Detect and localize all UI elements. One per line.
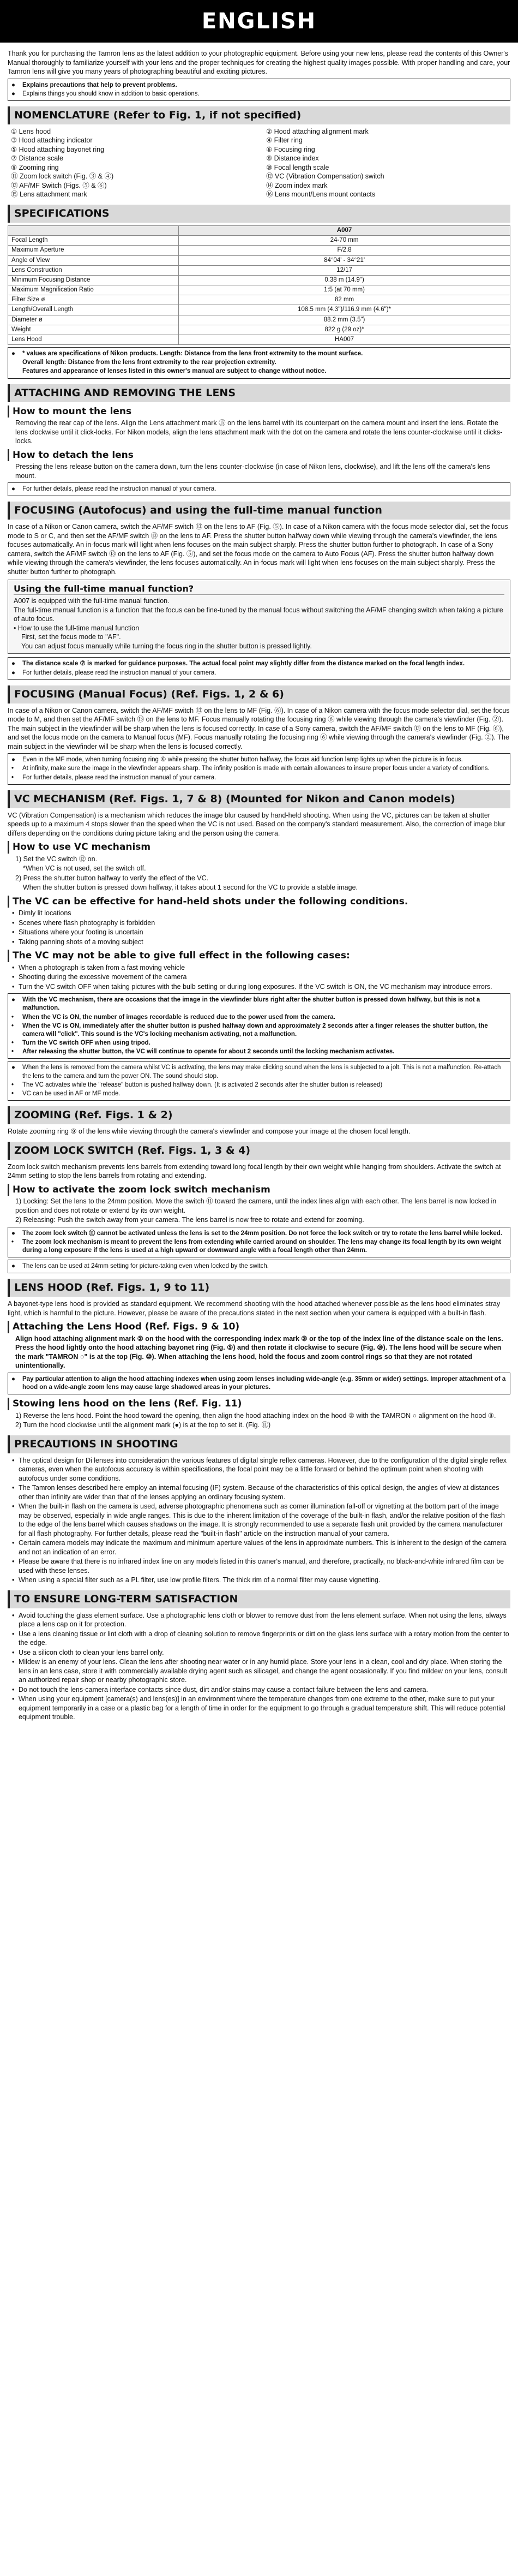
stow-hood-steps: 1) Reverse the lens hood. Point the hood toward the opening, then align the hood attaching index on the hood ② with the TAMRON ○ alignment on the hood ③. 2) Turn the hood clockwise until the alignment mark (●) is at the top to set it. (Fig. ⑪) xyxy=(15,1411,496,1429)
language-title: ENGLISH xyxy=(0,0,518,43)
part-name: ① Lens hood xyxy=(11,127,51,135)
vc-not-effective-title: The VC may not be able to give full effect in the following cases: xyxy=(8,950,510,962)
spec-row: Maximum Magnification Ratio 1:5 (at 70 mm) xyxy=(8,285,510,295)
detach-note: ● For further details, please read the instruction manual of your camera. xyxy=(8,482,510,496)
spec-row: Angle of View 84°04' - 34°21' xyxy=(8,255,510,265)
part-name: ⑦ Distance scale xyxy=(11,154,63,163)
nomenclature-left-column xyxy=(11,127,255,199)
spec-row: Weight 822 g (29 oz)* xyxy=(8,325,510,335)
caution-icon: ● xyxy=(11,1230,15,1237)
section-nomenclature: NOMENCLATURE (Refer to Fig. 1, if not specified) xyxy=(8,106,510,124)
info-icon: ● xyxy=(11,1263,15,1270)
hood-warning: ● Pay particular attention to align the hood attaching indexes when using zoom lenses including wide-angle (e.g. 35mm or wider) settings. Improper attachment of a hood on a wide-angle zoom lens may cause large shadowed areas in your pictures. xyxy=(8,1373,510,1394)
vc-warnings: ● With the VC mechanism, there are occasions that the image in the viewfinder blurs right after the shutter button is pressed down halfway, but this is not a malfunction. • When the VC is ON, the number of images recordable is reduced due to the power used from the camera. • When the VC is ON, immediately after the shutter button is pushed halfway down and approximately 2 seconds after a finger releases the shutter button, the camera will "click". This sound is the VC's locking mechanism activating, not a malfunction. • Turn the VC switch OFF when using tripod. • After releasing the shutter button, the VC will continue to operate for about 2 seconds until the locking mechanism activates. xyxy=(8,993,510,1059)
part-name: ⑧ Distance index xyxy=(266,154,319,163)
section-long-term-care: TO ENSURE LONG-TERM SATISFACTION xyxy=(8,1590,510,1608)
nomenclature-list xyxy=(8,127,510,199)
zoom-lock-text: Zoom lock switch mechanism prevents lens barrels from extending toward long focal length by their own weight while hanging from shoulders. Activate the switch at 24mm setting to stop the lens barrels from rotating and extending. xyxy=(8,1162,501,1180)
attach-hood-text: Align hood attaching alignment mark ② on the hood with the corresponding index mark ③ or the top of the index line of the distance scale on the lens. Press the hood lightly onto the hood attaching bayonet ring (Fig. ⑤) and then rotate it clockwise to secure (Fig. ⑩). The lens hood will be secure when the mark "TAMRON ○" is at the top (Fig. ⑩). When attaching the lens hood, hold the focus and zoom control rings so that they are not rotated unintentionally. xyxy=(15,1334,503,1370)
part-name: ⑪ Zoom lock switch (Fig. ③ & ④) xyxy=(11,172,114,181)
spec-row: Lens Hood HA007 xyxy=(8,335,510,344)
zoom-lock-howto-title: How to activate the zoom lock switch mechanism xyxy=(8,1184,510,1196)
vc-info: ● When the lens is removed from the camera whilst VC is activating, the lens may make clicking sound when the lens is subjected to a jolt. This is not a malfunction. Re-attach the lens to the camera and turn the power ON. The sound should stop. • The VC activates while the "release" button is pushed halfway down. (It is activated 2 seconds after the shutter button is released) • VC can be used in AF or MF mode. xyxy=(8,1061,510,1101)
zoom-lock-info: ● The lens can be used at 24mm setting for picture-taking even when locked by the switch. xyxy=(8,1260,510,1273)
autofocus-text: In case of a Nikon or Canon camera, switch the AF/MF switch ⑬ on the lens to AF (Fig. ⑤). In case of a Nikon camera with the focus mode selector dial, set the focus mode to S or C, and then set the AF/MF switch ⑬ on the lens to AF. Press the shutter button halfway down while viewing through the camera's viewfinder, the lens focuses automatically. An in-focus mark will light when lens focuses on the main subject sharply. Press the shutter button further to photograph. In case of a Sony camera, switch the AF/MF switch ⑬ on the lens to AF (Fig. ⑤), and set the focus mode on the camera to Auto Focus (AF). Press the shutter button halfway down while viewing through the camera's viewfinder, the lens focuses automatically. An in-focus mark will light when lens focuses on the main subject sharply. Press the shutter button further to photograph. xyxy=(8,523,508,576)
mount-text: Removing the rear cap of the lens. Align the Lens attachment mark ⑮ on the lens barrel with its counterpart on the camera mount and insert the lens. Rotate the lens clockwise until it click-locks. For Nikon models, align the lens attachment mark with the dot on the camera and rotate the lens counter-clockwise until it clicks-locks. xyxy=(15,419,503,445)
part-name: ⑫ VC (Vibration Compensation) switch xyxy=(266,172,384,181)
spec-header-row xyxy=(8,226,510,236)
info-icon: ● xyxy=(11,669,15,676)
part-name: ⑯ Lens mount/Lens mount contacts xyxy=(266,190,376,199)
caution-icon: ● xyxy=(11,81,15,88)
part-name: ⑨ Zooming ring xyxy=(11,163,59,171)
lens-hood-text: A bayonet-type lens hood is provided as standard equipment. We recommend shooting with the hood attached whenever possible as the lens hood eliminates stray light, which is harmful to the picture. However, please be aware of the precautions stated in the next section when your camera is equipped with a built-in flash. xyxy=(8,1300,501,1317)
part-name: ② Hood attaching alignment mark xyxy=(266,127,369,135)
caution-icon: ● xyxy=(11,350,15,357)
section-attaching: ATTACHING AND REMOVING THE LENS xyxy=(8,384,510,402)
nomenclature-right-column xyxy=(266,127,510,199)
spec-row: Filter Size ø 82 mm xyxy=(8,295,510,305)
vc-not-effective-list: • When a photograph is taken from a fast moving vehicle • Shooting during the excessive movement of the camera • Turn the VC switch OFF when taking pictures with the bulb setting or during long exposures. If the VC switch is ON, the VC mechanism may introduce errors. xyxy=(8,963,510,992)
part-name: ⑩ Focal length scale xyxy=(266,163,329,171)
vc-use-title: How to use VC mechanism xyxy=(8,841,510,853)
spec-row: Focal Length 24-70 mm xyxy=(8,236,510,246)
legend-item: ● Explains things you should know in addition to basic operations. xyxy=(11,90,507,98)
part-name: ⑬ AF/MF Switch (Figs. ⑤ & ⑥) xyxy=(11,181,107,189)
part-name: ③ Hood attaching indicator xyxy=(11,136,93,145)
vc-effective-list: • Dimly lit locations • Scenes where flash photography is forbidden • Situations where your footing is uncertain • Taking panning shots of a moving subject xyxy=(8,909,510,946)
section-zoom-lock: ZOOM LOCK SWITCH (Ref. Figs. 1, 3 & 4) xyxy=(8,1142,510,1160)
intro-paragraph: Thank you for purchasing the Tamron lens as the latest addition to your photographic equipment. Before using your new lens, please read the contents of this Owner's Manual thoroughly to familiarize yourself with your lens and the proper techniques for creating the highest quality images possible. With proper handling and care, your Tamron lens will give you many years of photographing beautiful and exciting pictures. xyxy=(8,50,510,75)
section-lens-hood: LENS HOOD (Ref. Figs. 1, 9 to 11) xyxy=(8,1279,510,1297)
vc-steps: 1) Set the VC switch ⑫ on. *When VC is not used, set the switch off. 2) Press the shutter button halfway to verify the effect of the VC. When the shutter button is pressed down halfway, it takes about 1 second for the VC to provide a stable image. xyxy=(15,855,358,892)
zooming-text: Rotate zooming ring ⑨ of the lens while viewing through the camera's viewfinder and compose your image at the chosen focal length. xyxy=(8,1128,411,1136)
autofocus-notes: ● The distance scale ⑦ is marked for guidance purposes. The actual focal point may slightly differ from the distance marked on the focal length index. ● For further details, please read the instruction manual of your camera. xyxy=(8,657,510,679)
stow-hood-title: Stowing lens hood on the lens (Ref. Fig. 11) xyxy=(8,1398,510,1410)
info-icon: ● xyxy=(11,1064,15,1071)
section-precautions: PRECAUTIONS IN SHOOTING xyxy=(8,1435,510,1453)
spec-notes: ● * values are specifications of Nikon products. Length: Distance from the lens front extremity to the mount surface. Overall length: Distance from the lens front extremity to the rear projection extremity. Features and appearance of lenses listed in this owner's manual are subject to change without notice. xyxy=(8,347,510,379)
caution-icon: ● xyxy=(11,1375,15,1382)
legend-box xyxy=(8,79,510,101)
full-time-manual-title: Using the full-time manual function? xyxy=(14,583,504,595)
part-name: ⑭ Zoom index mark xyxy=(266,181,328,189)
caution-icon: ● xyxy=(11,660,15,667)
attach-hood-title: Attaching the Lens Hood (Ref. Figs. 9 & 10) xyxy=(8,1321,510,1333)
caution-icon: ● xyxy=(11,997,15,1004)
info-icon: ● xyxy=(11,90,15,97)
section-manual-focus: FOCUSING (Manual Focus) (Ref. Figs. 1, 2 & 6) xyxy=(8,685,510,703)
part-name: ⑥ Focusing ring xyxy=(266,145,315,153)
care-list: • Avoid touching the glass element surface. Use a photographic lens cloth or blower to remove dust from the lens element surface. When not using the lens, always place a lens cap on it for protection. • Use a lens cleaning tissue or lint cloth with a drop of cleaning solution to remove fingerprints or dirt on the glass lens surface with a rotary motion from the center to the edge. • Use a silicon cloth to clean your lens barrel only. • Mildew is an enemy of your lens. Clean the lens after shooting near water or in any humid place. Store your lens in a clean, cool and dry place. When storing the lens in an lens case, store it with commercially available drying agent such as silicagel, and change the agent occasionally. If you find mildew on your lens, consult an authorized repair shop or nearby photographic store. • Do not touch the lens-camera interface contacts since dust, dirt and/or stains may cause a contact failure between the lens and camera. • When using your equipment [camera(s) and lens(es)] in an environment where the temperature changes from one extreme to the other, make sure to put your equipment temporarily in a case or a plastic bag for a length of time in order for the equipment to go through a gradual temperature shift. This will reduce potential equipment trouble. xyxy=(8,1611,510,1722)
mount-title: How to mount the lens xyxy=(8,406,510,418)
section-autofocus: FOCUSING (Autofocus) and using the full-time manual function xyxy=(8,502,510,520)
spec-table xyxy=(8,225,510,345)
full-time-manual-box: Using the full-time manual function? A007 is equipped with the full-time manual function. The full-time manual function is a function that the focus can be fine-tuned by the manual focus without switching the AF/MF changing switch when taking a picture of auto focus. • How to use the full-time manual function First, set the focus mode to "AF". You can adjust focus manually while turning the focus ring in the shutter button is pressed lightly. xyxy=(8,580,510,654)
vc-effective-title: The VC can be effective for hand-held shots under the following conditions. xyxy=(8,896,510,908)
spec-row: Minimum Focusing Distance 0.38 m (14.9") xyxy=(8,275,510,285)
precautions-list: • The optical design for Di lenses into consideration the various features of digital single reflex cameras. However, due to the configuration of the digital single reflex cameras, even when the autofocus accuracy is within specifications, the focal point may be a little forward or behind the optimum point when shooting with autofocus under some conditions. • The Tamron lenses described here employ an internal focusing (IF) system. Because of the characteristics of this optical design, the angles of view at distances other than infinity are wider than that of the lenses applying an ordinary focusing system. • When the built-in flash on the camera is used, adverse photographic phenomena such as corner illumination fall-off or vignetting at the bottom part of the image may be observed, especially in wide angle ranges. This is due to the inherent limitation of the coverage of the built-in flash, and/or the relative position of the flash to the edge of the lens barrel which causes shadows on the image. It is strongly recommended to use a separate flash unit provided by the camera manufacturer for all flash photography. For further details, please read the "built-in flash" article on the instruction manual of your camera. • Certain camera models may indicate the maximum and minimum aperture values of the lens in approximate numbers. This is inherent to the design of the camera and not an indication of an error. • Please be aware that there is no infrared index line on any models listed in this owner's manual, and therefore, practically, no black-and-white infrared film can be used with these lenses. • When using a special filter such as a PL filter, use low profile filters. The thick rim of a normal filter may cause vignetting. xyxy=(8,1456,510,1585)
zoom-lock-warnings: ● The zoom lock switch ⑪ cannot be activated unless the lens is set to the 24mm position. Do not force the lock switch or try to rotate the lens barrel while locked. • The zoom lock mechanism is meant to prevent the lens from extending while carried around on shoulder. The lens may change its focal length by its own weight during a long exposure if the lens is used at a high upward or downward angle with a focal length other than 24mm. xyxy=(8,1227,510,1258)
spec-row: Lens Construction 12/17 xyxy=(8,265,510,275)
info-icon: ● xyxy=(11,486,15,493)
detach-text: Pressing the lens release button on the camera down, turn the lens counter-clockwise (in case of Nikon lens, clockwise), and lift the lens off the camera's lens mount. xyxy=(15,463,490,480)
legend-item: ● Explains precautions that help to prevent problems. xyxy=(11,81,507,90)
detach-title: How to detach the lens xyxy=(8,449,510,461)
spec-row: Length/Overall Length 108.5 mm (4.3")/116.9 mm (4.6")* xyxy=(8,305,510,315)
zoom-lock-steps: 1) Locking: Set the lens to the 24mm position. Move the switch ⑪ toward the camera, until the index lines align with each other. The lens barrel is now locked in position and does not rotate or extend by its own weight. 2) Releasing: Push the switch away from your camera. The lens barrel is now free to rotate and extend for zooming. xyxy=(15,1197,497,1224)
vc-text: VC (Vibration Compensation) is a mechanism which reduces the image blur caused by hand-held shooting. When using the VC, pictures can be taken at shutter speeds up to a maximum 4 stops slower than the speed when the VC is not used. Based on the company's standard measurement. Also, the correction of image blur differs depending on the conditions during picture taking and the person using the camera. xyxy=(8,811,505,837)
section-zooming: ZOOMING (Ref. Figs. 1 & 2) xyxy=(8,1106,510,1124)
manual-focus-notes: ● Even in the MF mode, when turning focusing ring ⑥ while pressing the shutter button halfway, the focus aid function lamp lights up when the picture is in focus. • At infinity, make sure the image in the viewfinder appears sharp. The infinity position is made with certain allowances to insure proper focus under a variety of conditions. • For further details, please read the instruction manual of your camera. xyxy=(8,753,510,785)
section-vc: VC MECHANISM (Ref. Figs. 1, 7 & 8) (Mounted for Nikon and Canon models) xyxy=(8,790,510,808)
model-number: A007 xyxy=(179,226,510,236)
manual-focus-text: In case of a Nikon or Canon camera, switch the AF/MF switch ⑬ on the lens to MF (Fig. ⑥). In case of a Nikon camera with the focus mode selector dial, set the focus mode to M, and then set the AF/MF switch ⑬ on the lens to MF. Focus manually rotating the focusing ring ⑥ while viewing through the camera's viewfinder (Fig. ②). The main subject in the viewfinder will be sharp when the lens is focused correctly. In case of a Sony camera, switch the AF/MF switch ⑬ on the lens to MF (Fig. ⑥), and set the focus mode on the camera to Manual focus (MF). Focus manually rotating the focusing ring ⑥ while viewing through the camera's viewfinder (Fig. ②). The main subject in the viewfinder will be sharp when the lens is focused correctly. xyxy=(8,706,510,750)
info-icon: ● xyxy=(11,756,15,764)
spec-row: Maximum Aperture F/2.8 xyxy=(8,246,510,255)
part-name: ④ Filter ring xyxy=(266,136,303,145)
part-name: ⑮ Lens attachment mark xyxy=(11,190,87,199)
spec-row: Diameter ø 88.2 mm (3.5") xyxy=(8,315,510,325)
part-name: ⑤ Hood attaching bayonet ring xyxy=(11,145,105,153)
section-specifications: SPECIFICATIONS xyxy=(8,205,510,223)
